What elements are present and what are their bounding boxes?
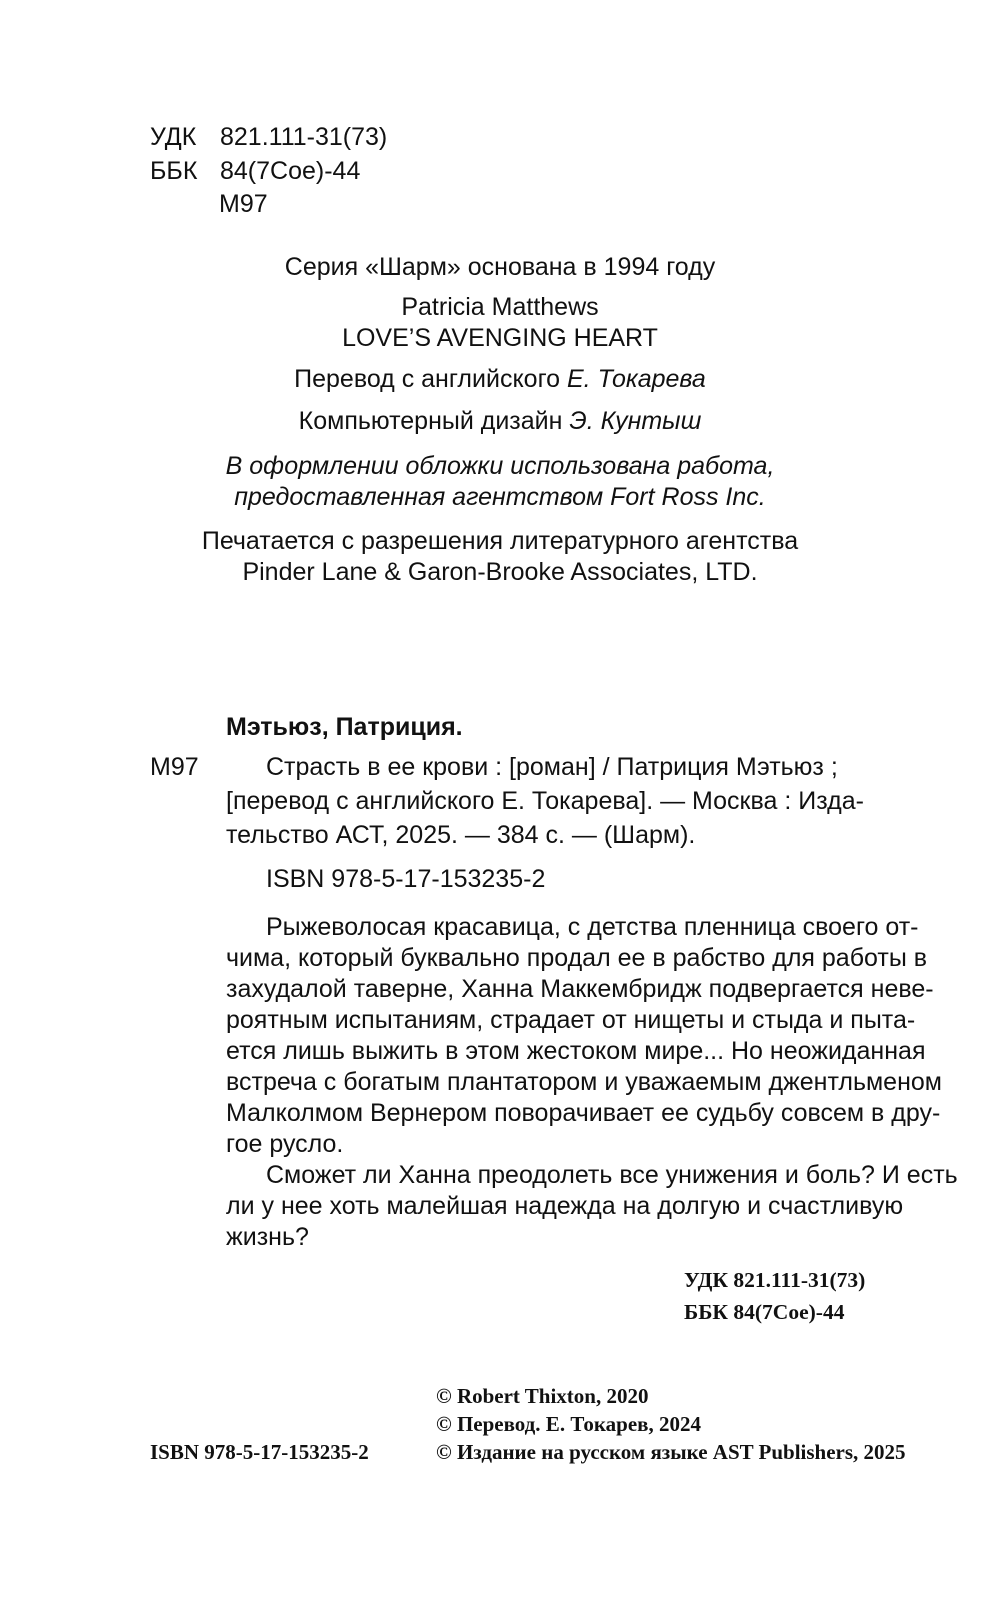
copyright-line: © Перевод. Е. Токарев, 2024 <box>436 1412 702 1436</box>
series-line: Серия «Шарм» основана в 1994 году <box>284 253 716 281</box>
catalog-line-3: тельство АСТ, 2025. — 384 с. — (Шарм). <box>226 821 696 849</box>
copyright-block <box>436 1382 906 1466</box>
bottom-udk: УДК 821.111-31(73) <box>684 1268 866 1292</box>
translator-name: Е. Токарева <box>567 365 706 393</box>
catalog-line-2: [перевод с английского Е. Токарева]. — Москва : Изда- <box>226 787 864 815</box>
translation-line <box>0 364 1000 394</box>
udk-top <box>150 122 387 152</box>
design-line <box>0 406 1000 436</box>
designer-name: Э. Кунтыш <box>569 407 702 435</box>
udk-value: 821.111-31(73) <box>220 123 388 151</box>
bbk-top <box>150 156 360 186</box>
copyright-line: © Издание на русском языке AST Publishers, 2025 <box>436 1440 906 1464</box>
copyright-line: © Robert Thixton, 2020 <box>436 1384 649 1408</box>
catalog-isbn: ISBN 978-5-17-153235-2 <box>266 865 546 893</box>
annotation-line: жизнь? <box>226 1223 309 1251</box>
annotation-line: Сможет ли Ханна преодолеть все унижения и боль? И есть <box>266 1161 958 1189</box>
original-title: LOVE’S AVENGING HEART <box>342 324 658 352</box>
translation-prefix: Перевод с английского <box>294 365 561 393</box>
annotation-line: гое русло. <box>226 1130 344 1158</box>
permission-line-2: Pinder Lane & Garon-Brooke Associates, LTD. <box>242 558 758 586</box>
annotation-line: ли у нее хоть малейшая надежда на долгую и счастливую <box>226 1192 904 1220</box>
isbn-bottom: ISBN 978-5-17-153235-2 <box>150 1440 369 1464</box>
udk-label: УДК <box>150 123 197 151</box>
annotation-line: Малколмом Вернером поворачивает ее судьбу совсем в дру- <box>226 1099 941 1127</box>
annotation-line: ется лишь выжить в этом жестоком мире... Но неожиданная <box>226 1037 926 1065</box>
catalog-heading: Мэтьюз, Патриция. <box>226 713 463 741</box>
catalog-author-mark: М97 <box>150 753 199 781</box>
bottom-codes <box>684 1264 865 1328</box>
annotation-line: захудалой таверне, Ханна Маккембридж подвергается неве- <box>226 975 934 1003</box>
permission-line-1: Печатается с разрешения литературного агентства <box>201 527 799 555</box>
cover-note-line-2: предоставленная агентством Fort Ross Inc. <box>234 483 766 511</box>
bottom-bbk: ББК 84(7Сое)-44 <box>684 1300 845 1324</box>
annotation-line: Рыжеволосая красавица, с детства пленница своего от- <box>266 913 919 941</box>
catalog-line-1: Страсть в ее крови : [роман] / Патриция Мэтьюз ; <box>266 753 838 781</box>
bbk-value: 84(7Сое)-44 <box>220 157 361 185</box>
annotation-line: чима, который буквально продал ее в рабство для работы в <box>226 944 928 972</box>
original-author: Patricia Matthews <box>401 293 599 321</box>
annotation-line: встреча с богатым плантатором и уважаемым джентльменом <box>226 1068 942 1096</box>
bbk-label: ББК <box>150 157 198 185</box>
design-prefix: Компьютерный дизайн <box>298 407 563 435</box>
annotation-line: роятным испытаниям, страдает от нищеты и стыда и пыта- <box>226 1006 916 1034</box>
cover-note-line-1: В оформлении обложки использована работа, <box>225 452 775 480</box>
author-mark-top: М97 <box>219 190 268 218</box>
